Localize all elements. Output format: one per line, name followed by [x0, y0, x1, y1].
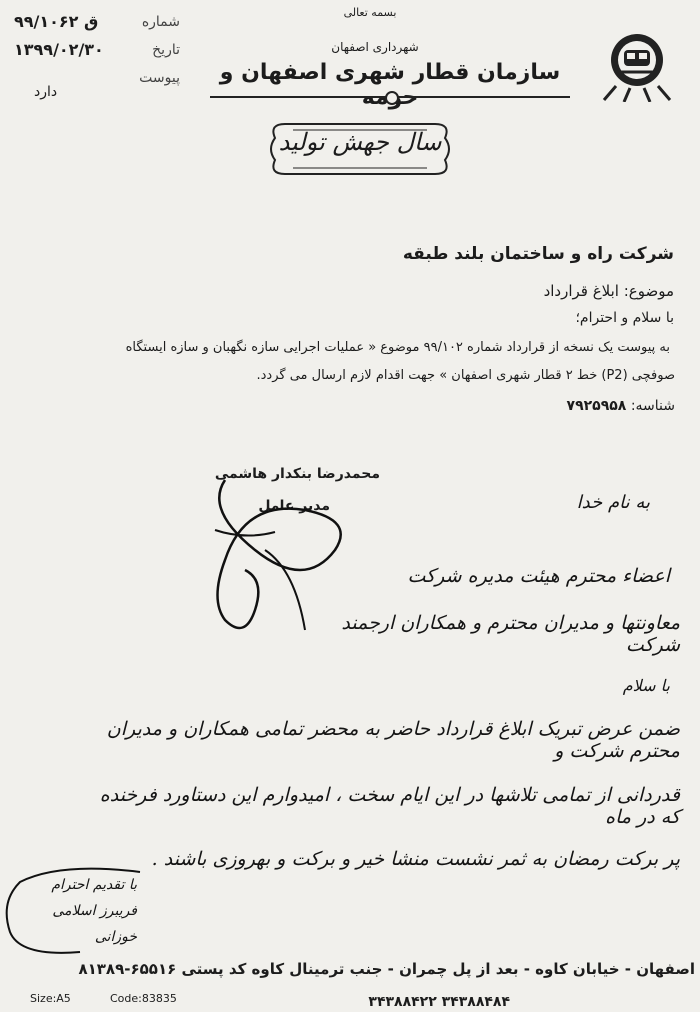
signer-title: مدیر عامل: [258, 498, 330, 514]
letter-number-value: ۹۹/۱۰۶۲ ق: [14, 12, 99, 31]
attachment-label: پیوست: [139, 70, 180, 86]
closing-salutation: با تقدیم احترام: [51, 877, 137, 893]
organization-name: سازمان قطار شهری اصفهان و: [219, 60, 561, 85]
handwritten-closing: [12, 872, 137, 950]
attachment-value: دارد: [34, 84, 58, 100]
greeting: با سلام و احترام؛: [575, 310, 674, 326]
handwritten-line: معاونتها و مدیران محترم و همکاران ارجمند شرکت: [341, 612, 680, 656]
body-line: به پیوست یک نسخه از قرارداد شماره ۹۹/۱۰۲ موضوع « عملیات اجرایی سازه نگهبان و سازه ایستگاه: [125, 340, 670, 355]
reference-id: [480, 398, 675, 414]
footer-phone-numbers: ۳۴۳۸۸۴۸۴ ۳۴۳۸۸۴۲۲: [368, 994, 510, 1008]
paper-size-label: Size:A5: [30, 992, 71, 1005]
municipality-name: شهرداری اصفهان: [331, 40, 419, 54]
recipient: شرکت راه و ساختمان بلند طبقه: [402, 244, 674, 264]
body-line: صوفچی (P2) خط ۲ قطار شهری اصفهان » جهت اقدام لازم ارسال می گردد.: [256, 368, 675, 383]
header-divider-ornament: [385, 91, 399, 105]
signer-name: محمدرضا بنکدار هاشمی: [214, 466, 380, 482]
handwritten-salam: با سلام: [622, 676, 670, 695]
bismillah-text: بسمه تعالی: [343, 6, 397, 19]
form-code-label: Code:83835: [110, 992, 177, 1005]
subject-line: موضوع: ابلاغ قرارداد: [543, 282, 674, 300]
reference-label: شناسه:: [630, 398, 675, 414]
handwritten-line: ضمن عرض تبریک ابلاغ قرارداد حاضر به محضر تمامی همکاران و مدیران محترم شرکت و: [106, 718, 680, 762]
letter-number-label: شماره: [141, 14, 180, 30]
handwritten-line: قدردانی از تمامی تلاشها در این ایام سخت ، امیدوارم این دستاورد فرخنده که در ماه: [99, 784, 680, 828]
letter-date-value: ۱۳۹۹/۰۲/۳۰: [14, 40, 104, 59]
year-slogan: سال جهش تولید: [278, 128, 442, 156]
footer-address: اصفهان - خیابان کاوه - بعد از پل چمران - جنب ترمینال کاوه کد پستی ۶۵۵۱۶-۸۱۳۸۹: [78, 960, 695, 978]
letter-date-label: تاریخ: [152, 42, 180, 58]
handwritten-heading: به نام خدا: [576, 492, 650, 513]
isfahan-metro-logo-icon: [596, 28, 678, 102]
handwritten-line: پر برکت رمضان به ثمر نشست منشا خیر و برکت و بهروزی باشند .: [151, 848, 680, 870]
closing-signer: فریبرز اسلامی خوزانی: [52, 903, 137, 945]
handwritten-line: اعضاء محترم هیئت مدیره شرکت: [407, 565, 670, 587]
reference-number: ۷۹۲۵۹۵۸: [566, 398, 627, 414]
